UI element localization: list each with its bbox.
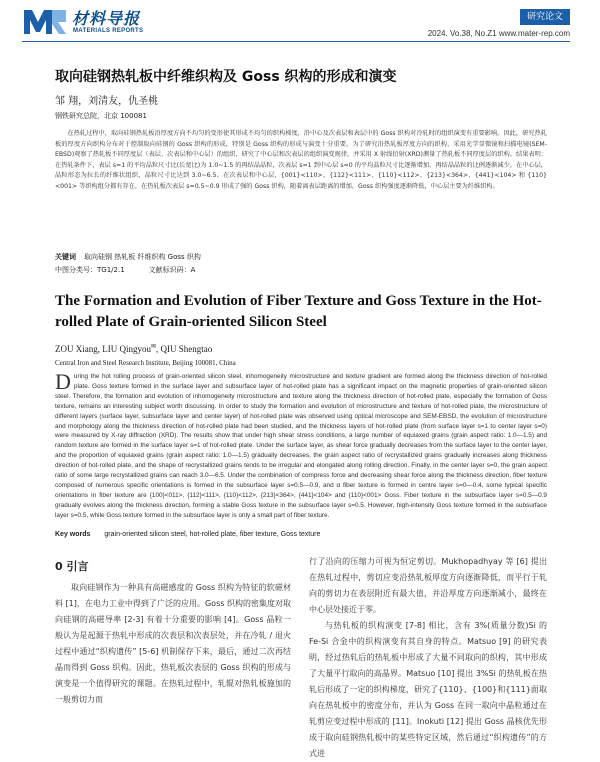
abstract-dropcap: D (55, 369, 71, 394)
authors-cn: 邹 翔，刘清友，仇圣桃 (55, 96, 159, 107)
journal-name-cn: 材料导报 (72, 9, 141, 28)
journal-logo-icon (22, 6, 68, 36)
column-tag: 研究论文 (520, 9, 570, 25)
issue-info: 2024. Vo.38, No.Z1 www.mater-rep.com (427, 29, 570, 38)
classification-cn (55, 265, 219, 275)
authors-en (55, 343, 212, 354)
keywords-cn (55, 252, 201, 262)
header-rule (22, 41, 570, 42)
keywords-en-label: Key words (55, 531, 91, 538)
title-en: The Formation and Evolution of Fiber Texture and Goss Texture in the Hot-rolled Plate of Grain-oriented Silicon Steel (55, 293, 542, 330)
abstract-cn: 在热轧过程中，取向硅钢热轧板沿厚度方向不均匀的变形使其形成不均匀的织构梯度，沿中心及次表层和表层中的 Goss 织构对冷轧时的组织演变有重要影响。因此，研究热轧板的厚度方向织构分布对于控制取向硅钢的 Goss 织构的形成，特别是 Goss 织构的形成与演变十分重要。为了研究沿热轧板厚度方向的织构，采用光学显微镜和扫描电镜(SEM-EBSD)观察了热轧板不同厚度层（表层、次表层和中心层）的组织，研究了中心层和次表层的组织演变规律，并采用 X 射线衍射(XRD)测量了热轧板不同厚度层的织构。结果表明：在热轧条件下，表层 s=1 的平均晶粒尺寸比(长宽比)为 1.0~1.5 的再结晶晶粒，次表层 s=1 到中心层 s=0 的平均晶粒尺寸比逐渐增加，再结晶晶粒的比例逐渐减少。在中心层，晶粒形态为拉长的纤维状组织，晶粒尺寸比达到 3.0~6.5。在次表层和中心层，{001}<110>、{112}<111>、{110}<112>、{213}<364>、{441}<104> 和 {110}<001> 等织构组分都有存在，在热轧板次表层 s=0.5~0.9 形成了强的 Goss 织构，随着离表层距离的增加，Goss 织构强度逐渐降低，中心层主要为纤维织构。 (55, 130, 547, 190)
keywords-en (55, 531, 320, 538)
body-right-paragraph-2: 与热轧板的织构演变 [7-8] 相比，含有 3%(质量分数)Si 的 Fe-Si 合金中的织构演变有其自身的特点。Matsuo [9] 的研究表明，经过热轧后的热轧板中形成了大量不同取向的织构，其中形成了大量平行取向的高晶界。Matsuo [10] 提出 3%Si 的热轧板在热轧后形成了一定的织构梯度，研究了{110}、{100}和{111}面取向在热轧板中的密度分布，并认为 Goss 在同一取向中晶粒通过在轧剪应变过程中形成的 [11]。Inokuti [12] 提出 Goss 晶核优先形成于取向硅钢热轧板中的某些特定区域，然后通过“织构遗传”的方式进 (309, 621, 547, 758)
doc-code: 文献标识码：A (148, 266, 196, 274)
clc-code: 中图分类号：TG1/2.1 (55, 266, 125, 274)
section-title: 0 引言 (55, 560, 89, 573)
body-right-column (309, 554, 547, 758)
corresponding-author-icon: ✉ (151, 344, 157, 350)
title-cn: 取向硅钢热轧板中纤维织构及 Goss 织构的形成和演变 (55, 69, 397, 85)
journal-name-en: MATERIALS REPORTS (73, 28, 144, 34)
keywords-cn-text: 取向硅钢 热轧板 纤维织构 Goss 织构 (84, 253, 201, 261)
journal-header (0, 0, 600, 46)
authors-en-tail: , QIU Shengtao (156, 344, 213, 354)
abstract-en (55, 369, 547, 526)
keywords-en-text: grain-oriented silicon steel, hot-rolled plate, fiber texture, Goss texture (104, 531, 321, 538)
affiliation-cn: 钢铁研究总院，北京 100081 (55, 112, 147, 120)
body-left-column: 取向硅钢作为一种具有高磁感度的 Goss 织构为特征的软磁材料 [1]，在电力工业中得到了广泛的应用。Goss 织构的密集度对取向硅钢的高磁导率 [2-3] 有着十分重要的影响 [4]。Goss 晶粒一般认为是起源于热轧中形成的次表层和次表层处，并在冷轧 / 退火过程中通过“织构遗传” [5-6] 机制保存下来，最后，通过二次再结晶而得到 Goss 织构。因此，热轧板次表层的 Goss 织构的形成与演变是一个值得研究的课题。在热轧过程中，轧辊对热轧板施加的一般剪切力而 (55, 583, 291, 704)
authors-en-main: ZOU Xiang, LIU Qingyou (55, 344, 151, 354)
affiliation-en: Central Iron and Steel Research Institute, Beijing 100081, China (55, 359, 236, 367)
keywords-cn-label: 关键词 (55, 253, 76, 261)
body-right-paragraph-1: 行了沿向的压缩力可视为恒定剪切。Mukhopadhyay 等 [6] 提出在热轧过程中，剪切应变沿热轧板厚度方向逐渐降低，而平行于轧向的剪切力在表层附近有最大值，并沿厚度方向逐渐减小，最终在中心层处接近于零。 (309, 557, 547, 614)
abstract-en-text: uring the hot rolling process of grain-oriented silicon steel, inhomogeneity microstructure and texture gradient are formed along the thickness direction of hot-rolled plate. Goss texture formed in the surface layer and subsurface layer of hot-rolled plate has a significant impact on the magnetic properties of grain-oriented silicon steel. Therefore, the formation and evolution of inhomogeneity microstructure and texture along the thickness direction of hot-rolled plate, especially the formation of Goss texture, remains an interesting subject worth discussing. In order to study the formation and evolution of microstructure and texture of hot-rolled plate, the microstructure of different layers (surface layer, subsurface layer and center layer) of hot-rolled plate was observed using optical microscope and SEM-EBSD, the evolution of microstructure and morphology along the thickness direction of hot-rolled plate had been studied, and the thickness layers of hot-rolled plate (from surface layer s=1 to center layer s=0) were measured by X-ray diffraction (XRD). The results show that under high shear stress conditions, a large number of equiaxed grains (grain aspect ratio: 1.0—1.5) and random texture are formed in the surface layer s=1 of hot-rolled plate. Under the surface layer, as shear force gradually decreases from the surface layer to the center layer, and the proportion of equiaxed grains (grain aspect ratio: 1.0—1.5) gradually decreases, the grain aspect ratio of recrystallized grains gradually increases along thickness direction of hot-rolled plate, and the shape of recrystallized grains tends to be irregular and elongated along rolling direction. Finally, in the center layer s=0, the grain aspect ratio of some large recrystallized grains can reach 3.0—6.5. Under the combination of compress force and decreasing shear force along the thickness direction, fiber texture composed of numerous specific orientations is formed in the subsurface layer s=0.5—0.9, and α fiber texture is formed in centre layer s=0—0.4, some typical specific orientations in fiber texture are {100}<011>, {112}<111>, {110}<112>, {213}<364>, {441}<104> and {110}<001> Goss. Fiber texture in the subsurface layer s=0.5—0.9 gradually evolves along the thickness direction, forming a stable Goss texture in the subsurface layer s=0.5. However, high-intensity Goss texture formed in the subsurface layer s=0.5, while Goss texture formed in the subsurface layer is only a small part of fiber texture. (55, 373, 547, 519)
